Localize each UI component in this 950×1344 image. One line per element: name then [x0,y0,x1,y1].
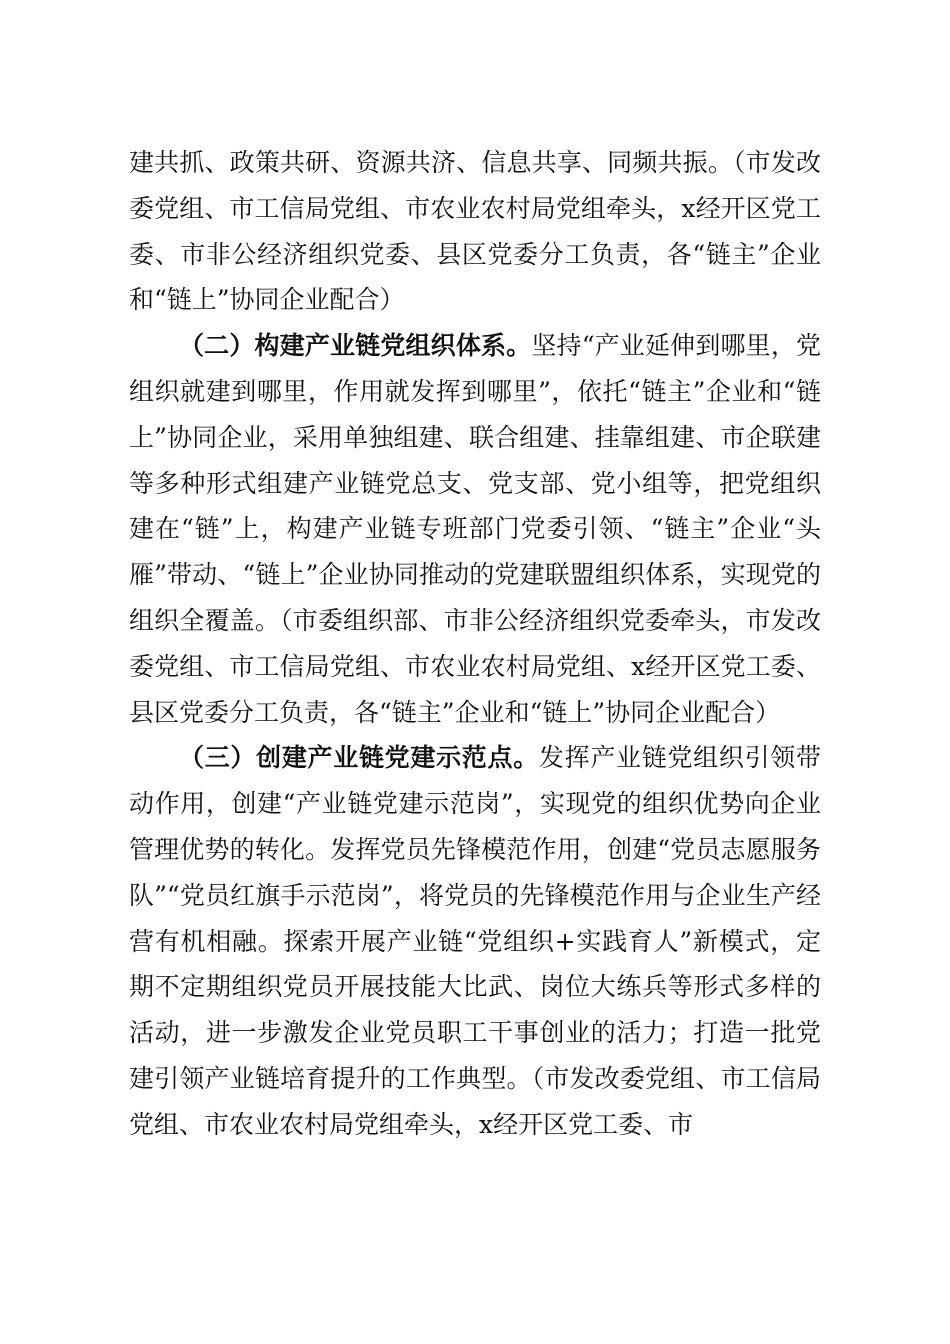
section-heading-3: （三）创建产业链党建示范点。 [179,743,539,773]
document-body [129,140,821,1148]
section-body-3: 发挥产业链党组织引领带动作用，创建“产业链党建示范岗”，实现党的组织优势向企业管理优势的转化。发挥党员先锋模范作用，创建“党员志愿服务队”“党员红旗手示范岗”，将党员的先锋模范作用与企业生产经营有机相融。探索开展产业链“党组织+实践育人”新模式，定期不定期组织党员开展技能大比武、岗位大练兵等形式多样的活动，进一步激发企业党员职工干事创业的活力；打造一批党建引领产业链培育提升的工作典型。（市发改委党组、市工信局党组、市农业农村局党组牵头，x经开区党工委、市 [129,743,821,1139]
paragraph-section-2 [129,323,821,735]
section-heading-2: （二）构建产业链党组织体系。 [179,331,532,361]
section-body-2: 坚持“产业延伸到哪里，党组织就建到哪里，作用就发挥到哪里”，依托“链主”企业和“链上”协同企业，采用单独组建、联合组建、挂靠组建、市企联建等多种形式组建产业链党总支、党支部、党小组等，把党组织建在“链”上，构建产业链专班部门党委引领、“链主”企业“头雁”带动、“链上”企业协同推动的党建联盟组织体系，实现党的组织全覆盖。（市委组织部、市非公经济组织党委牵头，市发改委党组、市工信局党组、市农业农村局党组、x经开区党工委、县区党委分工负责，各“链主”企业和“链上”协同企业配合） [129,331,821,727]
paragraph-continuation: 建共抓、政策共研、资源共济、信息共享、同频共振。（市发改委党组、市工信局党组、市农业农村局党组牵头，x经开区党工委、市非公经济组织党委、县区党委分工负责，各“链主”企业和“链上”协同企业配合） [129,148,821,315]
paragraph-section-3 [129,735,821,1147]
